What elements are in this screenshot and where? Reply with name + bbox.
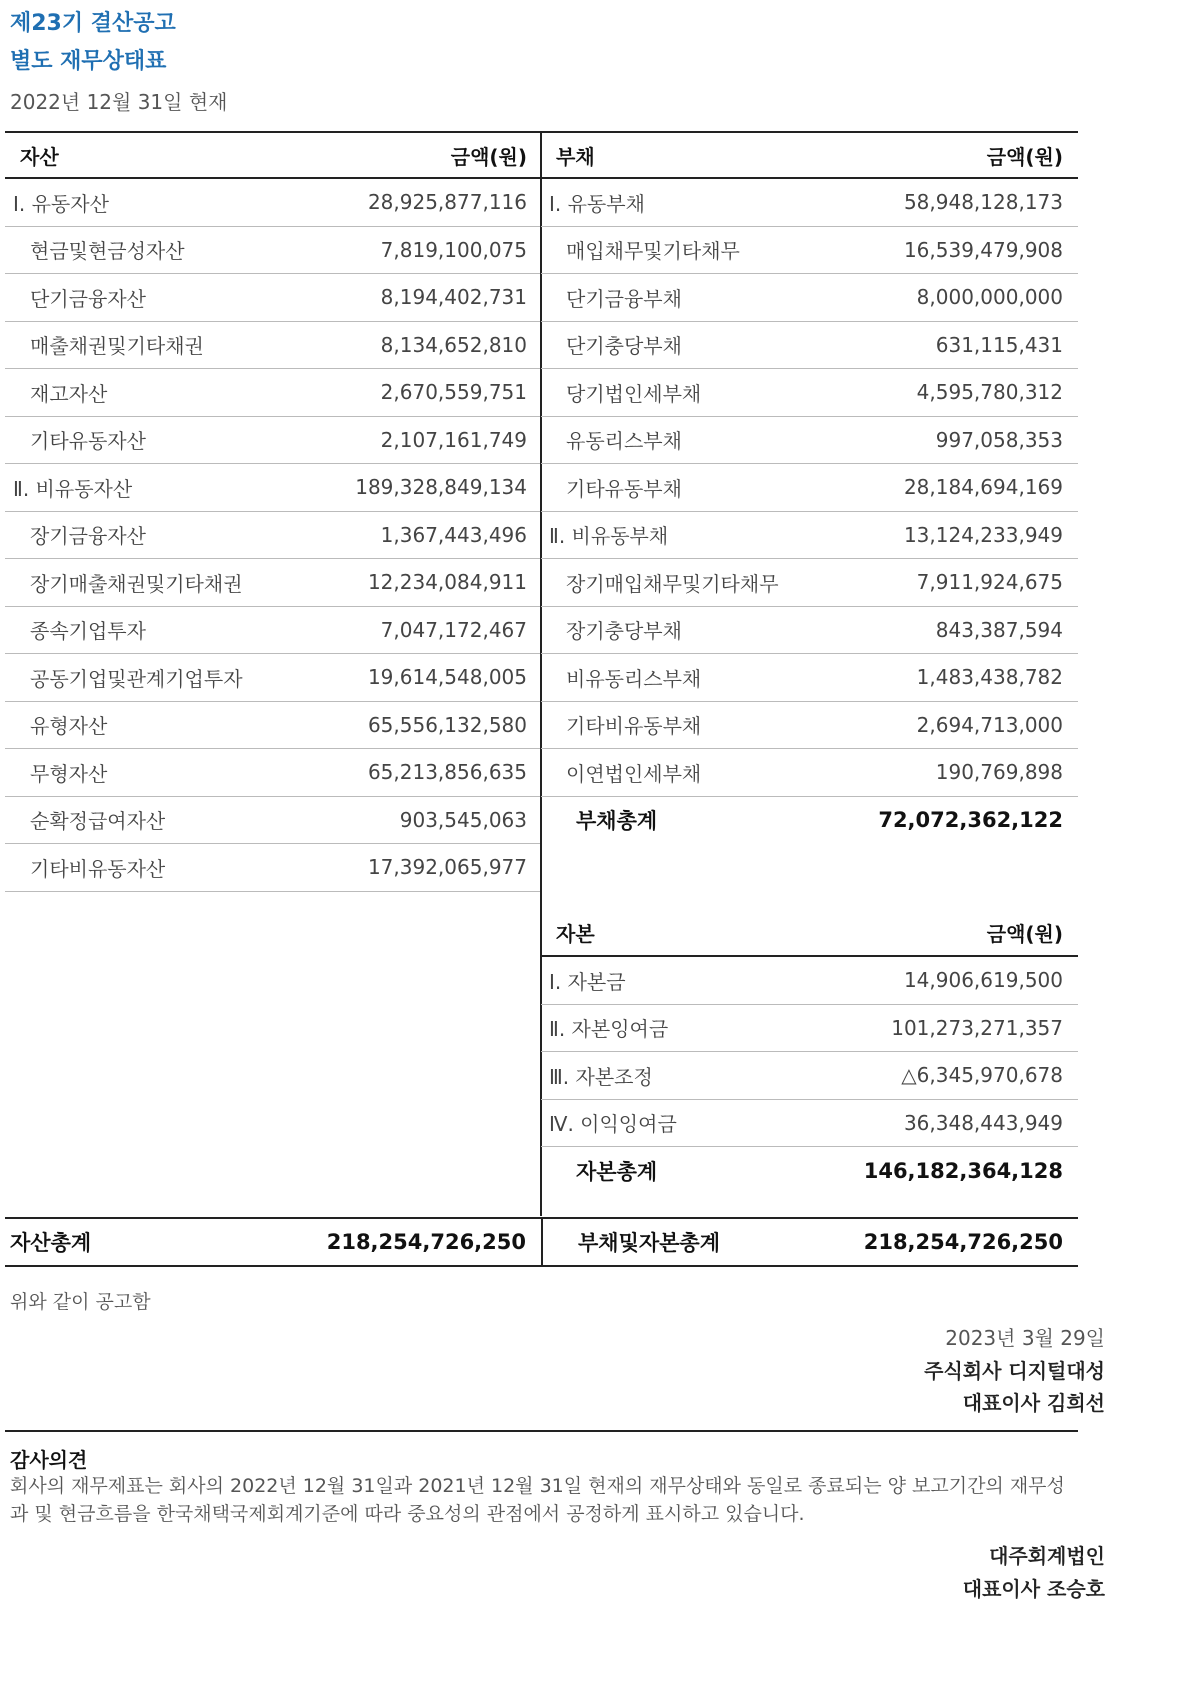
liability-row xyxy=(541,749,1078,797)
audit-opinion-text: 회사의 재무제표는 회사의 2022년 12월 31일과 2021년 12월 31일 현재의 재무상태와 동일로 종료되는 양 보고기간의 재무성과 및 현금흐름을 한국채택국제회계기준에 따라 중요성의 관점에서 공정하게 표시하고 있습니다. xyxy=(10,1475,1065,1525)
asset-row xyxy=(5,179,542,227)
spacer xyxy=(541,844,1078,909)
asset-row-label: 장기금융자산 xyxy=(30,524,146,549)
liabilities-header-label: 부채 xyxy=(556,144,595,169)
equity-row-amount: 36,348,443,949 xyxy=(903,1110,1063,1135)
liability-row xyxy=(541,464,1078,512)
asset-row-label: 공동기업및관계기업투자 xyxy=(30,666,243,691)
equity-header-amount: 금액(원) xyxy=(986,921,1063,946)
asset-row-amount: 189,328,849,134 xyxy=(355,475,527,500)
asset-row-amount: 8,134,652,810 xyxy=(380,332,527,357)
equity-row-label: Ⅳ. 이익잉여금 xyxy=(549,1112,677,1137)
asset-row xyxy=(5,559,542,607)
asset-row-label: 유형자산 xyxy=(30,714,108,739)
equity-header-label: 자본 xyxy=(556,921,595,946)
asset-row-label: 장기매출채권및기타채권 xyxy=(30,571,243,596)
liability-row-amount: 2,694,713,000 xyxy=(916,712,1063,737)
liability-row-amount: 7,911,924,675 xyxy=(916,570,1063,595)
equity-header xyxy=(541,909,1078,957)
asset-row-amount: 17,392,065,977 xyxy=(367,855,527,880)
liability-row-label: 단기충당부채 xyxy=(566,334,682,359)
liability-row-amount: 16,539,479,908 xyxy=(903,237,1063,262)
asset-row-amount: 1,367,443,496 xyxy=(380,522,527,547)
asset-row xyxy=(5,749,542,797)
liability-row-label: 단기금융부채 xyxy=(566,286,682,311)
liability-row-amount: 28,184,694,169 xyxy=(903,475,1063,500)
liability-row-amount: 190,769,898 xyxy=(935,760,1063,785)
liabilities-rows xyxy=(541,179,1078,797)
equity-row xyxy=(541,957,1078,1005)
equity-rows xyxy=(541,957,1078,1147)
statement-date: 2022년 12월 31일 현재 xyxy=(10,90,228,114)
equity-row xyxy=(541,1005,1078,1053)
liabilities-total-amount: 72,072,362,122 xyxy=(878,808,1063,833)
asset-row-amount: 19,614,548,005 xyxy=(367,665,527,690)
liability-row-amount: 58,948,128,173 xyxy=(903,190,1063,215)
grand-total-amount: 218,254,726,250 xyxy=(863,1230,1063,1254)
liabilities-header xyxy=(541,131,1078,179)
liability-row-amount: 997,058,353 xyxy=(935,427,1063,452)
asset-row xyxy=(5,464,542,512)
liability-row xyxy=(541,512,1078,560)
liability-row-label: 당기법인세부채 xyxy=(566,381,702,406)
asset-row-amount: 28,925,877,116 xyxy=(367,190,527,215)
liability-row xyxy=(541,274,1078,322)
liability-row-label: 매입채무및기타채무 xyxy=(566,239,740,264)
liabilities-equity-table xyxy=(541,131,1078,1195)
equity-row-label: Ⅲ. 자본조정 xyxy=(549,1064,653,1089)
equity-row-amount: 101,273,271,357 xyxy=(891,1015,1063,1040)
liability-row xyxy=(541,702,1078,750)
liability-row-label: 이연법인세부채 xyxy=(566,761,702,786)
notice-title: 제23기 결산공고 xyxy=(10,11,176,36)
liability-row-amount: 8,000,000,000 xyxy=(916,285,1063,310)
liability-row xyxy=(541,369,1078,417)
asset-row xyxy=(5,654,542,702)
asset-row-label: 현금및현금성자산 xyxy=(30,239,185,264)
asset-row-amount: 12,234,084,911 xyxy=(367,570,527,595)
notice-text: 위와 같이 공고함 xyxy=(10,1291,151,1313)
liabilities-header-amount: 금액(원) xyxy=(986,144,1063,169)
notice-date: 2023년 3월 29일 xyxy=(945,1326,1105,1350)
liability-row-label: 기타유동부채 xyxy=(566,476,682,501)
equity-row xyxy=(541,1052,1078,1100)
assets-rows xyxy=(5,179,542,892)
equity-row-label: Ⅱ. 자본잉여금 xyxy=(549,1017,669,1042)
asset-row-amount: 65,556,132,580 xyxy=(367,712,527,737)
liability-row-label: 장기충당부채 xyxy=(566,619,682,644)
assets-table xyxy=(5,131,542,892)
equity-row-amount: 14,906,619,500 xyxy=(903,968,1063,993)
asset-row-label: 재고자산 xyxy=(30,381,108,406)
liability-row-amount: 631,115,431 xyxy=(935,332,1063,357)
liability-row-amount: 4,595,780,312 xyxy=(916,380,1063,405)
asset-row-amount: 65,213,856,635 xyxy=(367,760,527,785)
asset-row xyxy=(5,702,542,750)
equity-row-label: Ⅰ. 자본금 xyxy=(549,969,626,994)
liability-row xyxy=(541,559,1078,607)
asset-row-label: Ⅱ. 비유동자산 xyxy=(13,476,133,501)
equity-total-label: 자본총계 xyxy=(576,1159,658,1184)
liability-row-label: 기타비유동부채 xyxy=(566,714,702,739)
asset-row xyxy=(5,512,542,560)
asset-row-amount: 2,107,161,749 xyxy=(380,427,527,452)
asset-row-label: 기타유동자산 xyxy=(30,429,146,454)
liability-row-amount: 13,124,233,949 xyxy=(903,522,1063,547)
liability-row xyxy=(541,654,1078,702)
asset-row-label: 단기금융자산 xyxy=(30,286,146,311)
asset-row-label: 무형자산 xyxy=(30,761,108,786)
statement-title: 별도 재무상태표 xyxy=(10,49,167,74)
grand-total-label: 부채및자본총계 xyxy=(578,1231,721,1255)
asset-row-label: Ⅰ. 유동자산 xyxy=(13,191,109,216)
liability-row-label: 비유동리스부채 xyxy=(566,666,702,691)
liability-row xyxy=(541,322,1078,370)
asset-row-amount: 2,670,559,751 xyxy=(380,380,527,405)
equity-total-amount: 146,182,364,128 xyxy=(863,1158,1063,1183)
asset-row-label: 순확정급여자산 xyxy=(30,809,166,834)
assets-header-label: 자산 xyxy=(20,144,59,169)
equity-row-amount: △6,345,970,678 xyxy=(901,1063,1063,1088)
asset-row xyxy=(5,322,542,370)
assets-total-row xyxy=(5,1217,541,1267)
grand-total-row xyxy=(541,1217,1078,1267)
equity-total-row xyxy=(541,1147,1078,1195)
asset-row xyxy=(5,844,542,892)
liabilities-total-row xyxy=(541,797,1078,845)
audit-firm: 대주회계법인 xyxy=(989,1544,1105,1568)
asset-row-label: 종속기업투자 xyxy=(30,619,146,644)
asset-row-amount: 7,047,172,467 xyxy=(380,617,527,642)
liability-row xyxy=(541,227,1078,275)
asset-row xyxy=(5,797,542,845)
equity-row xyxy=(541,1100,1078,1148)
company-ceo: 대표이사 김희선 xyxy=(962,1391,1105,1415)
audit-heading: 감사의견 xyxy=(10,1448,88,1472)
liability-row-label: 유동리스부채 xyxy=(566,429,682,454)
asset-row-label: 매출채권및기타채권 xyxy=(30,334,204,359)
liability-row-label: 장기매입채무및기타채무 xyxy=(566,571,779,596)
asset-row-label: 기타비유동자산 xyxy=(30,856,166,881)
asset-row-amount: 7,819,100,075 xyxy=(380,237,527,262)
company-name: 주식회사 디지털대성 xyxy=(924,1359,1105,1383)
asset-row xyxy=(5,369,542,417)
assets-header xyxy=(5,131,542,179)
liabilities-total-label: 부채총계 xyxy=(576,809,658,834)
liability-row xyxy=(541,417,1078,465)
liability-row-label: Ⅱ. 비유동부채 xyxy=(549,524,669,549)
audit-divider xyxy=(5,1430,1078,1432)
asset-row-amount: 8,194,402,731 xyxy=(380,285,527,310)
liability-row-amount: 1,483,438,782 xyxy=(916,665,1063,690)
liability-row-label: Ⅰ. 유동부채 xyxy=(549,191,645,216)
asset-row-amount: 903,545,063 xyxy=(399,807,527,832)
asset-row xyxy=(5,607,542,655)
asset-row xyxy=(5,417,542,465)
assets-total-amount: 218,254,726,250 xyxy=(326,1230,526,1254)
liability-row xyxy=(541,179,1078,227)
liability-row xyxy=(541,607,1078,655)
liability-row-amount: 843,387,594 xyxy=(935,617,1063,642)
audit-ceo: 대표이사 조승호 xyxy=(962,1577,1105,1601)
assets-header-amount: 금액(원) xyxy=(450,144,527,169)
assets-total-label: 자산총계 xyxy=(10,1231,92,1255)
asset-row xyxy=(5,274,542,322)
asset-row xyxy=(5,227,542,275)
